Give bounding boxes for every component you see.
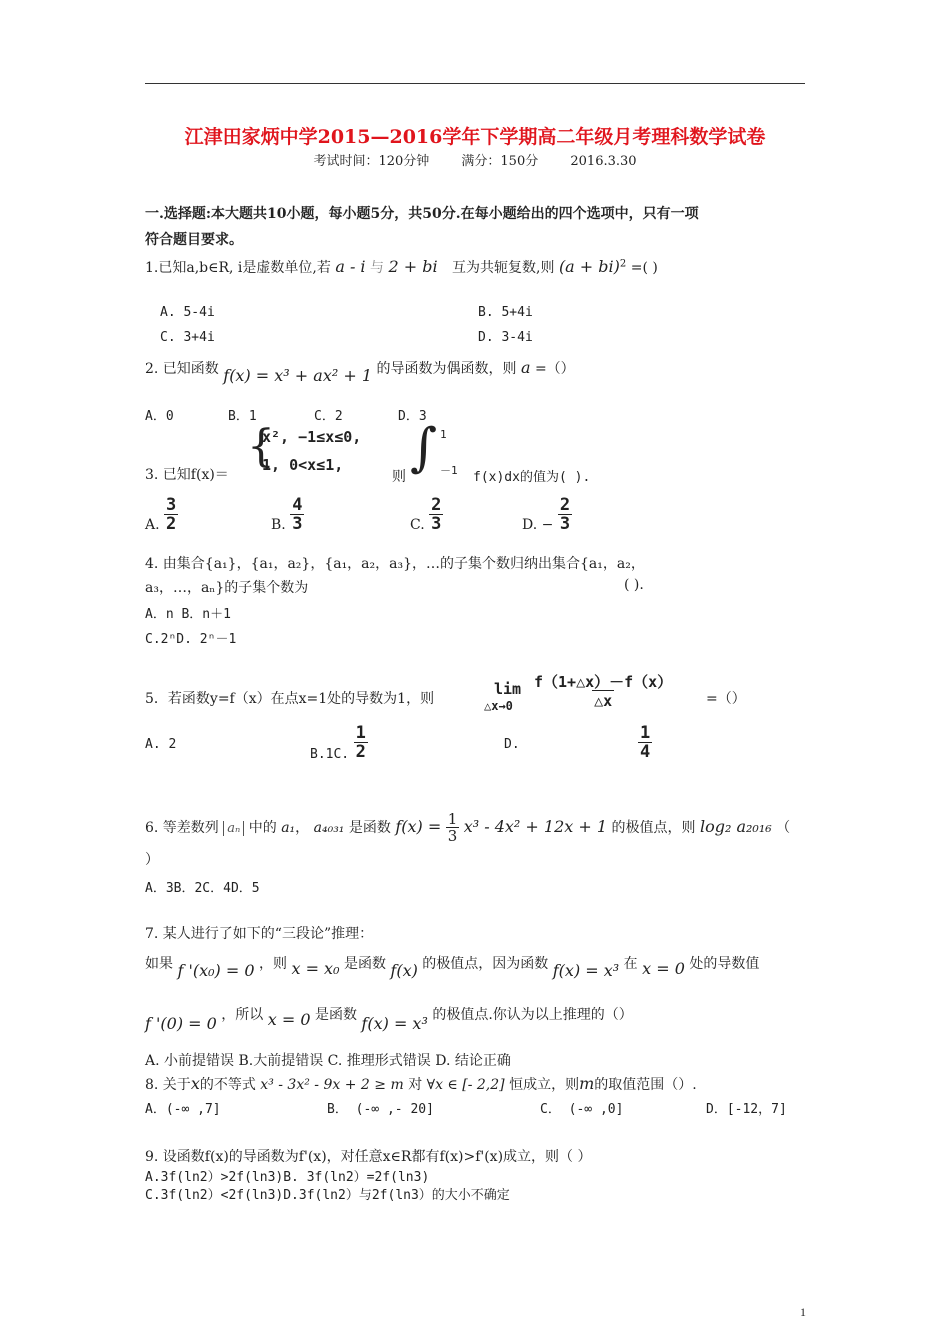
q2-expr: f(x) = x³ + ax² + 1 — [223, 366, 373, 385]
q8-option-c: C． (-∞ ,0] — [540, 1102, 624, 1117]
q1-text-a: 1.已知a,b∈R, i是虚数单位,若 — [145, 260, 331, 276]
q6-func-rest: x³ - 4x² + 12x + 1 — [463, 817, 608, 836]
q9-line-1: 9. 设函数f(x)的导函数为f'(x)，对任意x∈R都有f(x)>f'(x)成立，则（ ） — [145, 1149, 592, 1165]
q5-fraction — [532, 675, 674, 709]
q6-func: f(x) = — [395, 817, 442, 836]
q7-line-2: 如果 f '(x₀) = 0 ，则 x = x₀ 是函数 f(x) 的极值点，因为函数 f(x) = x³ 在 x = 0 处的导数值 — [145, 956, 760, 980]
q8-inequality: x³ - 3x² - 9x + 2 ≥ m — [260, 1077, 404, 1093]
page-number: 1 — [800, 1305, 806, 1319]
q2-text-b: 的导函数为偶函数，则 — [376, 361, 517, 377]
q6-log: log₂ a₂₀₁₆ — [699, 817, 772, 836]
q2-option-a: A．0 — [145, 409, 174, 424]
q6-frac: $\frac{1}{3}$ — [447, 810, 458, 845]
question-6: 6. 等差数列 aₙ 中的 a₁， a₄₀₃₁ 是函数 f(x) = $\frac{1}{3}$ x³ - 4x² + 12x + 1 的极值点，则 log₂ a₂₀₁₆ （ — [145, 810, 791, 845]
q8-option-d: D．[-12，7] — [706, 1102, 787, 1117]
q9-line-2: A.3f(ln2）>2f(ln3)B. 3f(ln2）=2f(ln3) — [145, 1170, 430, 1185]
section-heading-line1: 一.选择题:本大题共10小题，每小题5分，共50分.在每小题给出的四个选项中，只有一项 — [145, 206, 699, 222]
q2-var: a — [520, 358, 531, 377]
q3-ze: 则 — [392, 469, 406, 485]
q4-line-2: a₃，…，aₙ}的子集个数为 — [145, 580, 309, 596]
q1-expr3: (a + bi) — [558, 257, 620, 276]
q5-frac-d: $\frac{1}{4}$ — [640, 723, 651, 762]
q1-option-d: D. 3-4i — [478, 330, 533, 345]
q3-frac-d: $\frac{2}{3}$ — [559, 495, 571, 534]
q1-square: 2 — [619, 258, 627, 270]
q1-option-a: A. 5-4i — [160, 305, 215, 320]
exam-info — [0, 150, 950, 169]
q2-eq: =（） — [534, 361, 575, 377]
header-rule — [145, 83, 805, 84]
q3-option-c: C. $\frac{2}{3}$ — [410, 495, 442, 534]
q7-options: A. 小前提错误 B.大前提错误 C. 推理形式错误 D. 结论正确 — [145, 1053, 511, 1069]
q7-line-1: 7. 某人进行了如下的“三段论”推理： — [145, 926, 374, 942]
exam-time: 考试时间：120分钟 — [313, 154, 430, 169]
q5-denominator: △x — [594, 692, 613, 710]
question-1 — [145, 257, 658, 277]
q3-option-d: D. − $\frac{2}{3}$ — [522, 495, 571, 534]
q8-option-b: B． (-∞ ,- 20] — [327, 1102, 434, 1117]
q3-lower-limit: －1 — [440, 464, 458, 477]
q9-line-3: C.3f(ln2）<2f(ln3)D.3f(ln2）与2f(ln3）的大小不确定 — [145, 1188, 510, 1203]
q5-lim-sub: △x→0 — [484, 699, 513, 713]
q3-option-b: B. $\frac{4}{3}$ — [271, 495, 303, 534]
q5-text-a: 5．若函数y=f（x）在点x=1处的导数为1，则 — [145, 691, 435, 707]
q3-frac-a: $\frac{3}{2}$ — [166, 495, 177, 534]
q2-option-c: C．2 — [314, 409, 343, 424]
q1-option-b: B. 5+4i — [478, 305, 533, 320]
q5-option-bc: B.1C. $\frac{1}{2}$ — [310, 723, 366, 762]
q3-upper-limit: 1 — [440, 428, 447, 441]
exam-title: 江津田家炳中学2015—2016学年下学期高二年级月考理科数学试卷 — [184, 126, 766, 148]
q5-option-d: D. — [504, 737, 520, 752]
exam-score: 满分：150分 — [461, 154, 539, 169]
q6-paren-close: ） — [145, 852, 159, 868]
q2-option-b: B．1 — [228, 409, 257, 424]
q7-line-3: f '(0) = 0 ，所以 x = 0 是函数 f(x) = x³ 的极值点.你认为以上推理的（） — [145, 1007, 633, 1033]
question-2 — [145, 358, 575, 385]
q3-text-b: f(x)dx的值为( ). — [473, 470, 591, 485]
section-heading-line2: 符合题目要求。 — [145, 232, 243, 248]
q5-lim: lim — [494, 680, 522, 698]
q2-option-d: D．3 — [398, 409, 427, 424]
q1-eq: =( ) — [630, 260, 658, 276]
q1-yu: 与 — [370, 260, 384, 276]
q4-paren: ( ). — [624, 577, 644, 593]
q6-options: A．3B．2C．4D．5 — [145, 881, 260, 896]
q2-text-a: 2. 已知函数 — [145, 361, 219, 377]
q1-expr2: 2 + bi — [388, 257, 438, 276]
q3-case-1: x², −1≤x≤0, — [262, 428, 362, 446]
q3-option-a: A. $\frac{3}{2}$ — [145, 495, 177, 534]
q1-expr1: a - i — [335, 257, 366, 276]
q4-line-1: 4. 由集合{a₁}，{a₁，a₂}，{a₁，a₂，a₃}，…的子集个数归纳出集合{a₁，a₂， — [145, 556, 645, 572]
q5-eq: =（） — [706, 691, 746, 707]
q6-sequence: aₙ — [223, 821, 244, 836]
question-8: 8. 关于x的不等式 x³ - 3x² - 9x + 2 ≥ m 对 ∀x ∈ [- 2,2] 恒成立，则m的取值范围（）. — [145, 1074, 697, 1093]
q3-brace: { — [247, 421, 275, 472]
q4-options-2: C.2ⁿD. 2ⁿ－1 — [145, 632, 237, 647]
q3-case-2: 1, 0<x≤1, — [262, 456, 344, 474]
q3-frac-c: $\frac{2}{3}$ — [431, 495, 442, 534]
q4-options-1: A．n B．n＋1 — [145, 607, 231, 622]
q1-option-c: C. 3+4i — [160, 330, 215, 345]
q6-a1: a₁ — [281, 820, 296, 836]
exam-date: 2016.3.30 — [570, 154, 637, 169]
q5-frac-c: $\frac{1}{2}$ — [355, 723, 366, 762]
q8-forall: ∀x ∈ [- 2,2] — [426, 1077, 505, 1093]
integral-sign-icon: ∫ — [410, 418, 438, 478]
q3-frac-b: $\frac{4}{3}$ — [292, 495, 303, 534]
q8-option-a: A．(-∞ ,7] — [145, 1102, 221, 1117]
q5-numerator: f（1+△x）－f（x） — [534, 673, 673, 691]
q6-a4031: a₄₀₃₁ — [313, 820, 345, 836]
q3-text-a: 3. 已知f(x)＝ — [145, 467, 229, 483]
q5-option-a: A. 2 — [145, 737, 177, 752]
q1-text-b: 互为共轭复数,则 — [452, 260, 555, 276]
